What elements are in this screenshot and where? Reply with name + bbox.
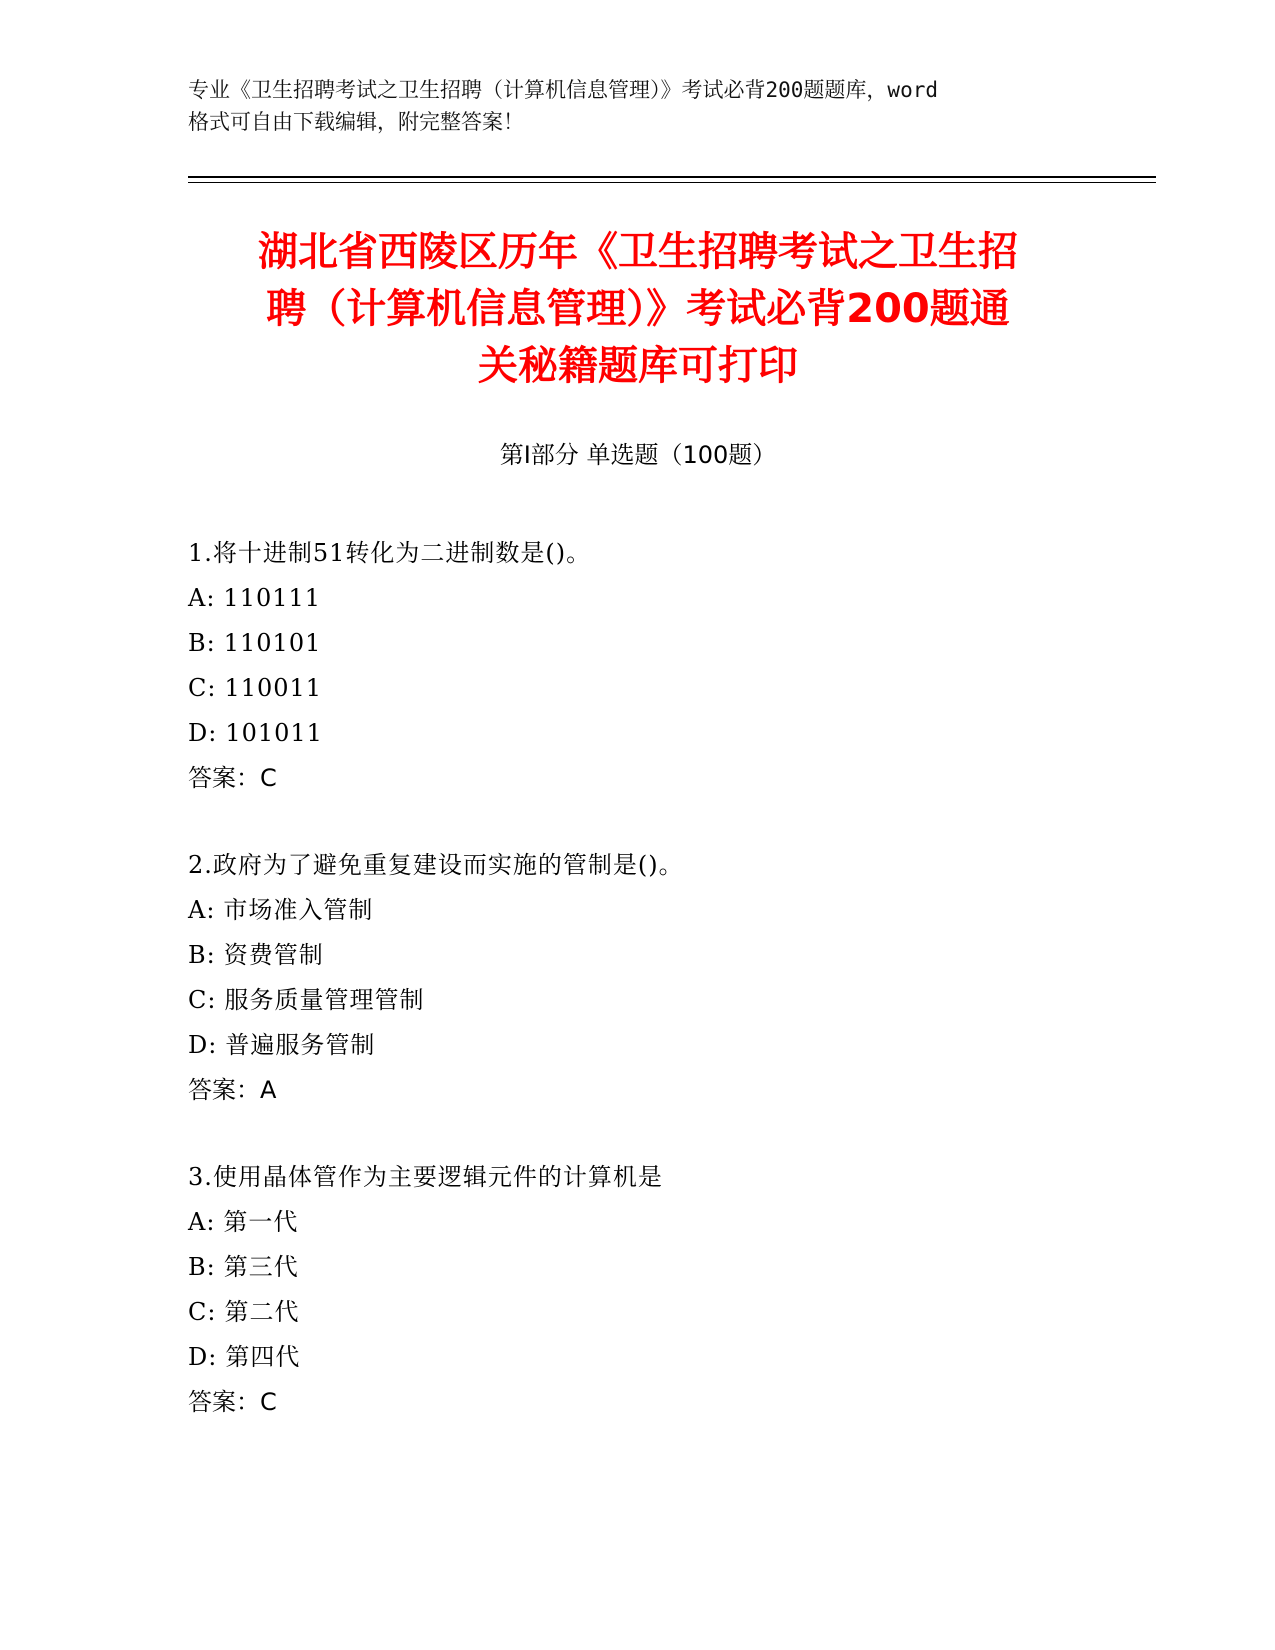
option-text: 第二代 xyxy=(224,1298,300,1326)
section-heading: 第Ⅰ部分 单选题（100题） xyxy=(499,441,777,469)
option-a xyxy=(188,888,1156,933)
header-note xyxy=(188,74,1088,138)
option-text: 第一代 xyxy=(223,1208,299,1236)
option-key: B: xyxy=(188,629,216,657)
question-stem: 1.将十进制51转化为二进制数是()。 xyxy=(188,539,592,567)
option-a xyxy=(188,1200,1156,1245)
option-b xyxy=(188,933,1156,978)
answer: 答案：C xyxy=(188,1388,277,1416)
option-key: D: xyxy=(188,1343,218,1371)
option-key: C: xyxy=(188,674,217,702)
option-text: 普遍服务管制 xyxy=(225,1031,376,1059)
option-key: D: xyxy=(188,719,218,747)
option-key: C: xyxy=(188,986,217,1014)
document-title xyxy=(188,224,1088,395)
option-key: B: xyxy=(188,1253,216,1281)
option-d xyxy=(188,1335,1156,1380)
question-2 xyxy=(188,843,1156,1113)
option-text: 服务质量管理管制 xyxy=(224,986,425,1014)
option-key: D: xyxy=(188,1031,218,1059)
option-key: A: xyxy=(188,896,216,924)
document-title-line-2: 聘（计算机信息管理）》考试必背200题通 xyxy=(266,286,1010,332)
option-text: 第四代 xyxy=(225,1343,301,1371)
option-text: 第三代 xyxy=(223,1253,299,1281)
option-c xyxy=(188,978,1156,1023)
option-key: A: xyxy=(188,584,216,612)
question-3 xyxy=(188,1155,1156,1425)
answer: 答案：C xyxy=(188,764,277,792)
document-title-line-3: 关秘籍题库可打印 xyxy=(478,343,798,389)
option-a xyxy=(188,576,1156,621)
header-note-line-1: 专业《卫生招聘考试之卫生招聘（计算机信息管理）》考试必背200题题库，word xyxy=(188,78,938,102)
answer: 答案：A xyxy=(188,1076,277,1104)
option-d xyxy=(188,711,1156,756)
option-d xyxy=(188,1023,1156,1068)
option-b xyxy=(188,621,1156,666)
option-text: 市场准入管制 xyxy=(223,896,374,924)
option-text: 110111 xyxy=(223,584,322,612)
option-text: 101011 xyxy=(225,719,323,747)
option-text: 资费管制 xyxy=(223,941,324,969)
option-key: A: xyxy=(188,1208,216,1236)
option-key: B: xyxy=(188,941,216,969)
header-divider-thin xyxy=(188,182,1156,183)
option-text: 110101 xyxy=(223,629,322,657)
option-key: C: xyxy=(188,1298,217,1326)
option-text: 110011 xyxy=(224,674,323,702)
question-stem: 3.使用晶体管作为主要逻辑元件的计算机是 xyxy=(188,1163,663,1191)
option-c xyxy=(188,1290,1156,1335)
document-title-line-1: 湖北省西陵区历年《卫生招聘考试之卫生招 xyxy=(258,229,1018,275)
question-stem: 2.政府为了避免重复建设而实施的管制是()。 xyxy=(188,851,684,879)
header-divider-thick xyxy=(188,176,1156,178)
question-1 xyxy=(188,531,1156,801)
header-note-line-2: 格式可自由下载编辑，附完整答案！ xyxy=(188,110,524,134)
question-list xyxy=(188,531,1156,1467)
option-c xyxy=(188,666,1156,711)
option-b xyxy=(188,1245,1156,1290)
